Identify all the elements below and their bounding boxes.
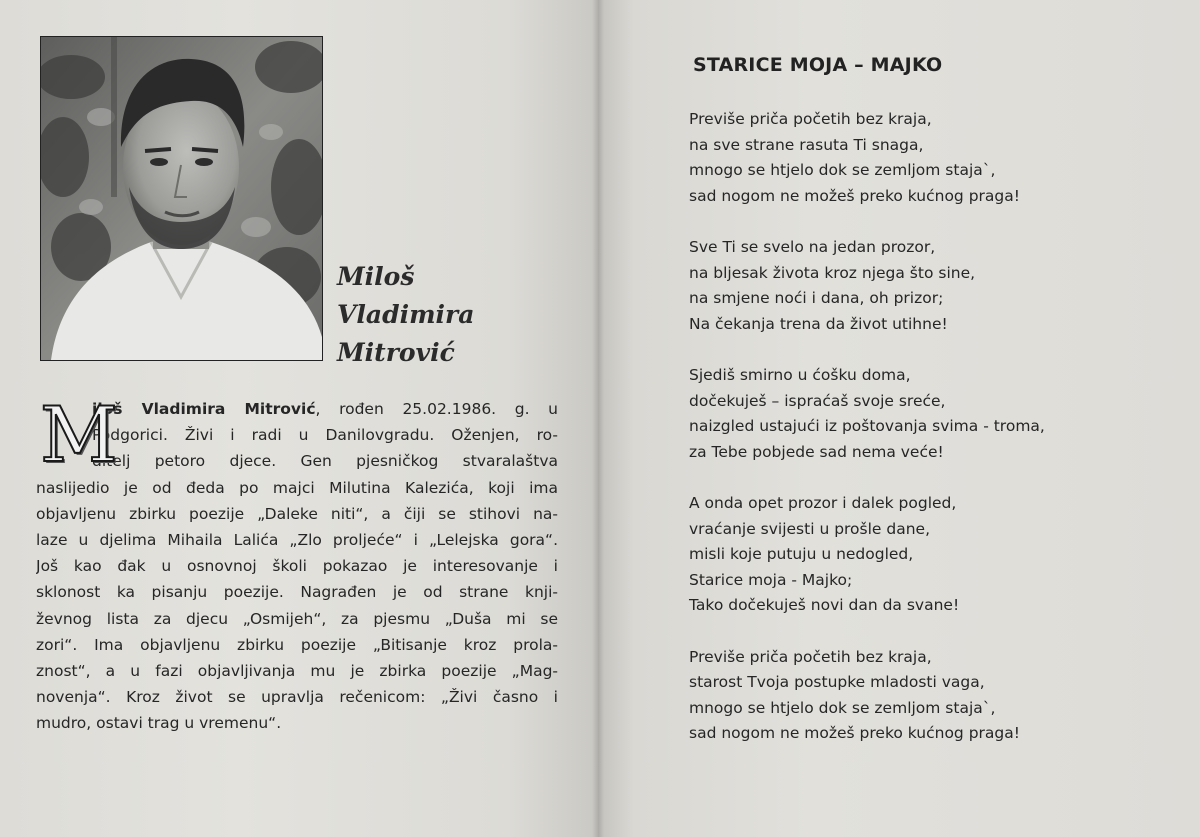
poem-verse: Sve Ti se svelo na jedan prozor, bbox=[689, 238, 936, 256]
poem-verse: na smjene noći i dana, oh prizor; bbox=[689, 289, 944, 307]
poem-verse: sad nogom ne možeš preko kućnog praga! bbox=[689, 724, 1020, 742]
right-page bbox=[598, 0, 1200, 837]
poem-verse: Na čekanja trena da život utihne! bbox=[689, 314, 948, 333]
poem-verse: za Tebe pobjede sad nema veće! bbox=[689, 442, 944, 461]
poem-verse: Previše priča početih bez kraja, bbox=[689, 110, 932, 128]
poem-verse: misli koje putuju u nedogled, bbox=[689, 545, 914, 563]
bio-line: naslijedio je od đeda po majci Milutina Kalezića, koji ima bbox=[36, 478, 558, 497]
bio-line: zori“. Ima objavljenu zbirku poezije „Bitisanje kroz prola- bbox=[36, 635, 558, 654]
poem-verse: Previše priča početih bez kraja, bbox=[689, 647, 932, 666]
author-name-line: Vladimira bbox=[337, 300, 475, 329]
bio-line: Podgorici. Živi i radi u Danilovgradu. Oženjen, ro- bbox=[92, 426, 558, 445]
bio-first-rest: , rođen 25.02.1986. g. u bbox=[315, 400, 558, 418]
poem-verse: Tako dočekuješ novi dan da svane! bbox=[689, 596, 960, 614]
bio-line: sklonost ka pisanju poezije. Nagrađen je od strane knji- bbox=[36, 583, 558, 602]
book-gutter bbox=[592, 0, 604, 837]
bio-line: znost“, a u fazi objavljivanja mu je zbirka poezije „Mag- bbox=[36, 661, 558, 680]
poem-stanza bbox=[689, 235, 1189, 337]
poem-verse: na bljesak života kroz njega što sine, bbox=[689, 263, 976, 282]
poem-verse: Starice moja - Majko; bbox=[689, 570, 853, 589]
poem-body bbox=[689, 107, 1189, 773]
poem-verse: sad nogom ne možeš preko kućnog praga! bbox=[689, 186, 1020, 205]
bio-line: Još kao đak u osnovnoj školi pokazao je interesovanje i bbox=[36, 557, 558, 576]
poem-stanza bbox=[689, 645, 1189, 747]
author-photo bbox=[40, 36, 323, 361]
left-page bbox=[0, 0, 598, 837]
author-name-line: Miloš bbox=[337, 262, 415, 291]
drop-cap: M bbox=[40, 390, 118, 479]
poem-verse: mnogo se htjelo dok se zemljom staja`, bbox=[689, 161, 996, 179]
poem-stanza bbox=[689, 363, 1189, 465]
poem-verse: Sjediš smirno u ćošku doma, bbox=[689, 366, 911, 384]
bio-line: laze u djelima Mihaila Lalića „Zlo proljeće“ i „Lelejska gora“. bbox=[36, 530, 558, 549]
poem-stanza bbox=[689, 107, 1189, 209]
bio-line: mudro, ostavi trag u vremenu“. bbox=[36, 714, 282, 733]
bio-author-name: iloš Vladimira Mitrović bbox=[92, 400, 316, 418]
poem-verse: mnogo se htjelo dok se zemljom staja`, bbox=[689, 698, 996, 717]
bio-line: novenja“. Kroz život se upravlja rečenicom: „Živi časno i bbox=[36, 688, 558, 707]
poem-verse: starost Tvoja postupke mladosti vaga, bbox=[689, 673, 985, 691]
author-name bbox=[337, 258, 474, 372]
poem-verse: dočekuješ – ispraćaš svoje sreće, bbox=[689, 391, 946, 410]
bio-line: ditelj petoro djece. Gen pjesničkog stvaralaštva bbox=[92, 452, 558, 471]
poem-verse: A onda opet prozor i dalek pogled, bbox=[689, 494, 957, 512]
bio-line: ževnog lista za djecu „Osmijeh“, za pjesmu „Duša mi se bbox=[36, 609, 558, 628]
poem-verse: na sve strane rasuta Ti snaga, bbox=[689, 135, 924, 154]
author-biography bbox=[36, 390, 558, 736]
poem-title: STARICE MOJA – MAJKO bbox=[693, 54, 943, 76]
poem-verse: vraćanje svijesti u prošle dane, bbox=[689, 519, 931, 538]
poem-stanza bbox=[689, 491, 1189, 619]
author-name-line: Mitrović bbox=[337, 338, 455, 367]
poem-verse: naizgled ustajući iz poštovanja svima - troma, bbox=[689, 417, 1045, 435]
bio-line: objavljenu zbirku poezije „Daleke niti“, a čiji se stihovi na- bbox=[36, 504, 558, 523]
